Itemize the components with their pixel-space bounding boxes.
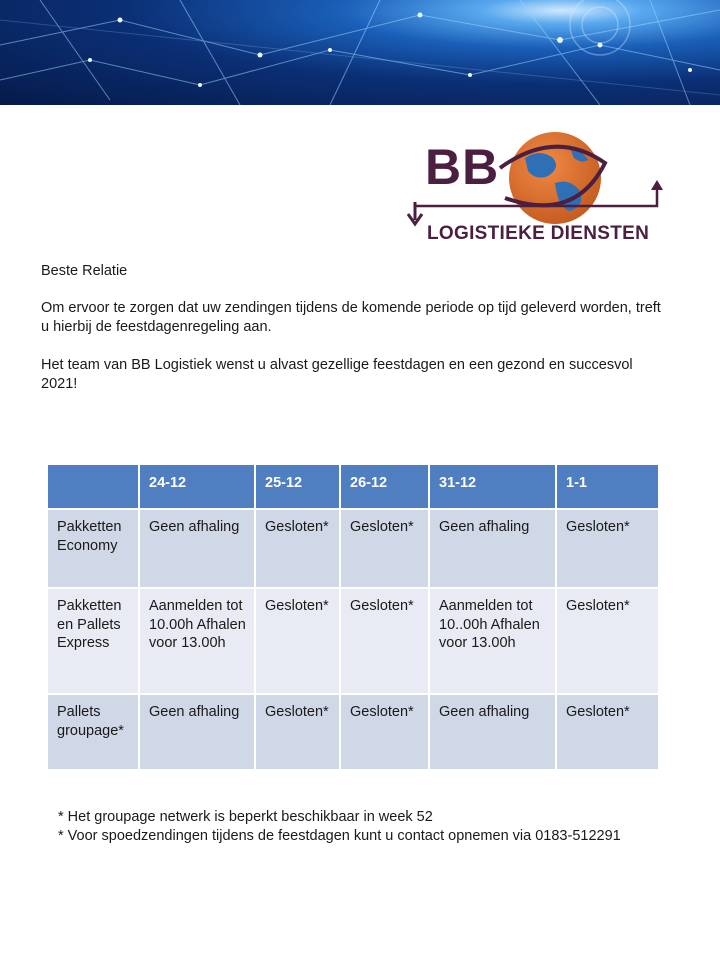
holiday-schedule-table [48, 465, 660, 771]
table-cell: Gesloten* [340, 694, 429, 770]
table-cell: Gesloten* [255, 694, 340, 770]
table-cell: Gesloten* [340, 588, 429, 694]
intro-paragraph: Om ervoor te zorgen dat uw zendingen tijdens de komende periode op tijd geleverd worden, treft u hierbij de feestdagenregeling aan. [41, 300, 661, 335]
table-row [48, 509, 659, 588]
header-25-12: 25-12 [255, 465, 340, 509]
table-cell: Gesloten* [255, 509, 340, 588]
row-label: Pakketten en Pallets Express [48, 588, 139, 694]
table-cell: Gesloten* [556, 509, 659, 588]
table-row [48, 588, 659, 694]
row-label: Pakketten Economy [48, 509, 139, 588]
header-26-12: 26-12 [340, 465, 429, 509]
header-1-1: 1-1 [556, 465, 659, 509]
table-row [48, 694, 659, 770]
table-cell: Geen afhaling [139, 694, 255, 770]
footnote-contact: * Voor spoedzendingen tijdens de feestdagen kunt u contact opnemen via 0183-512291 [58, 828, 621, 844]
row-label: Pallets groupage* [48, 694, 139, 770]
table-cell: Aanmelden tot 10..00h Afhalen voor 13.00h [429, 588, 556, 694]
company-logo [405, 128, 670, 248]
table-cell: Gesloten* [255, 588, 340, 694]
table-cell: Gesloten* [340, 509, 429, 588]
header-banner [0, 0, 720, 105]
table-cell: Geen afhaling [429, 694, 556, 770]
table-cell: Aanmelden tot 10.00h Afhalen voor 13.00h [139, 588, 255, 694]
footnotes [58, 808, 621, 846]
logo-subtitle: LOGISTIEKE DIENSTEN [427, 223, 650, 244]
table-header-row [48, 465, 659, 509]
header-31-12: 31-12 [429, 465, 556, 509]
header-empty [48, 465, 139, 509]
greeting: Beste Relatie [41, 263, 128, 279]
table-cell: Geen afhaling [429, 509, 556, 588]
wishes-paragraph: Het team van BB Logistiek wenst u alvast gezellige feestdagen en een gezond en succesvol 2021! [41, 357, 633, 392]
logo-brand: BB [425, 139, 500, 195]
footnote-groupage: * Het groupage netwerk is beperkt beschikbaar in week 52 [58, 809, 433, 825]
header-24-12: 24-12 [139, 465, 255, 509]
table-cell: Geen afhaling [139, 509, 255, 588]
table-cell: Gesloten* [556, 694, 659, 770]
table-cell: Gesloten* [556, 588, 659, 694]
